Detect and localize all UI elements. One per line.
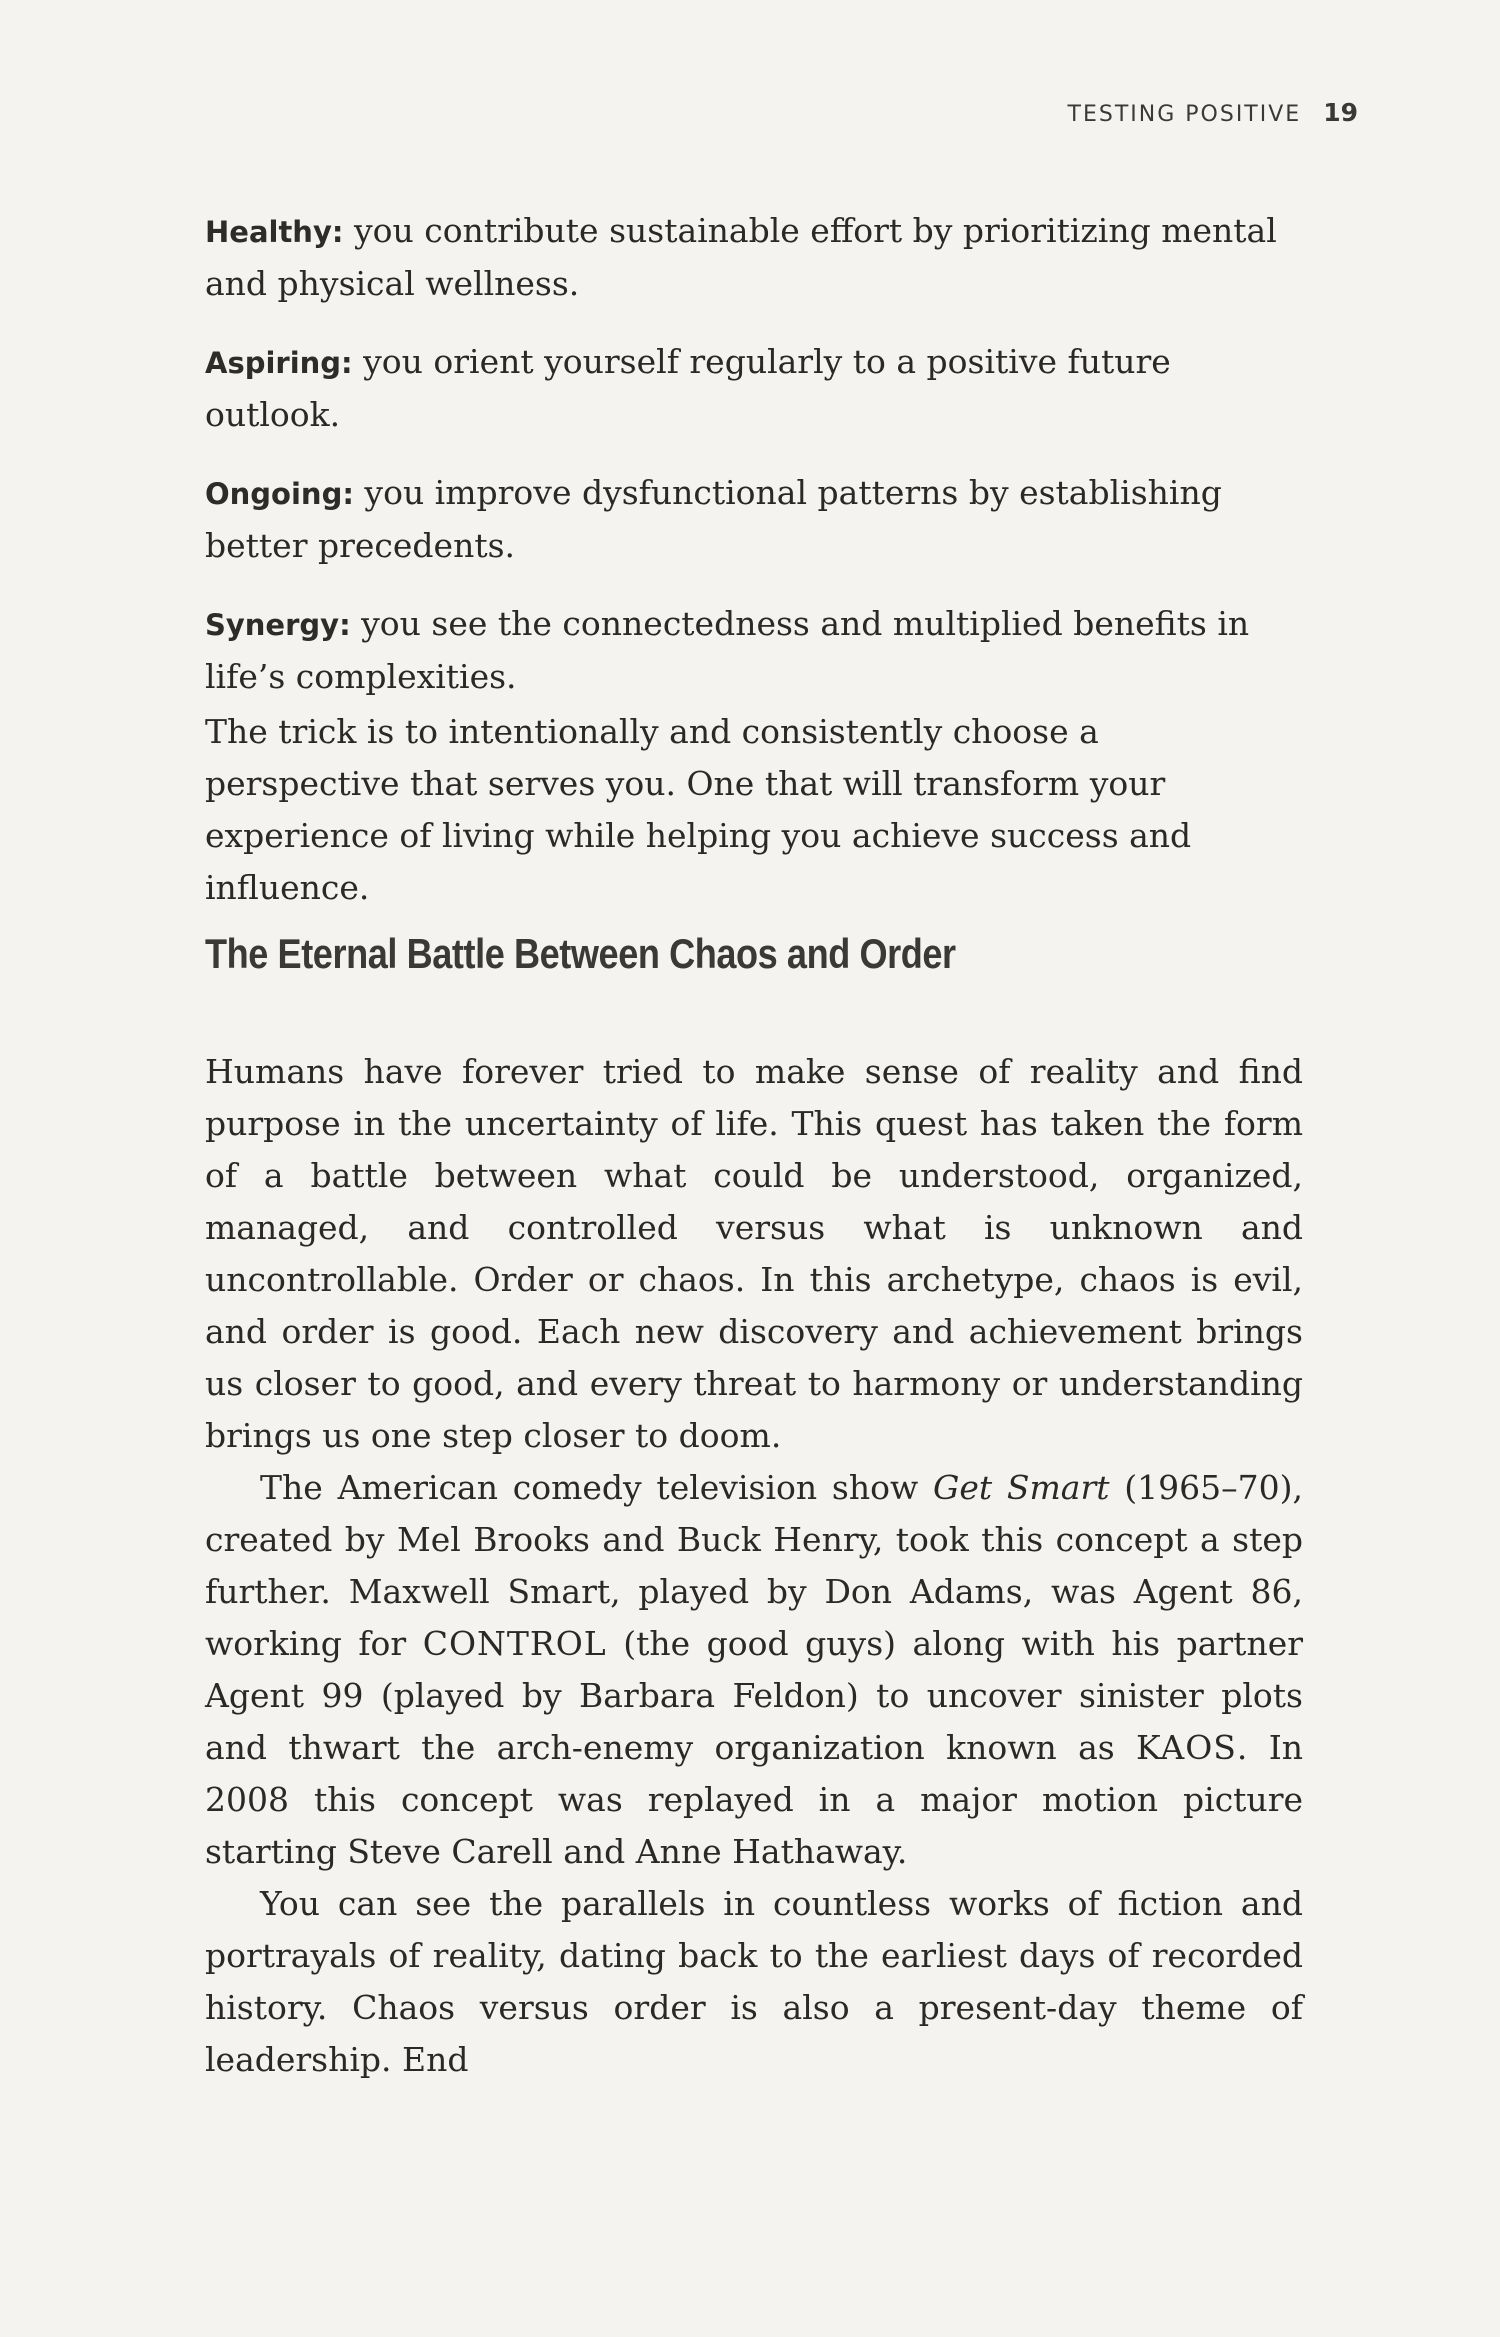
running-head [0,98,1358,127]
definition-list [205,205,1303,729]
definition-item [205,205,1303,310]
paragraph-2-text: . In 2008 this concept was replayed in a major motion picture starting Steve Carell and Anne Hathaway. [205,1728,1303,1871]
definition-text: you orient yourself regularly to a positive future outlook. [205,342,1171,434]
show-title: Get Smart [932,1468,1110,1507]
definition-term: Aspiring: [205,346,353,380]
body-text [205,1046,1303,2086]
section-heading: The Eternal Battle Between Chaos and Order [205,930,956,977]
definition-item [205,598,1303,703]
intro-paragraph: The trick is to intentionally and consistently choose a perspective that serves you. One that will transform your experience of living while helping you achieve success and influence. [205,712,1192,907]
definition-term: Synergy: [205,608,351,642]
definition-text: you see the connectedness and multiplied benefits in life’s complexities. [205,604,1250,696]
definition-text: you improve dysfunctional patterns by establishing better precedents. [205,473,1222,565]
org-control: CONTROL [422,1624,607,1663]
definition-text: you contribute sustainable effort by prioritizing mental and physical wellness. [205,211,1277,303]
definition-term: Healthy: [205,215,344,249]
definition-term: Ongoing: [205,477,354,511]
paragraph-1: Humans have forever tried to make sense of reality and find purpose in the uncertainty of life. This quest has taken the form of a battle between what could be understood, organized, managed, and controlled versus what is unknown and uncontrollable. Order or chaos. In this archetype, chaos is evil, and order is good. Each new discovery and achievement brings us closer to good, and every threat to harmony or understanding brings us one step closer to doom. [205,1052,1303,1455]
page-number: 19 [1323,98,1358,127]
paragraph-3: You can see the parallels in countless works of fiction and portrayals of reality, dating back to the earliest days of recorded history. Chaos versus order is also a present-day theme of leadership. End [205,1884,1303,2079]
paragraph-2-text: (1965–70), created by Mel Brooks and Buck Henry, took this concept a step further. Maxwell Smart, played by Don Adams, was Agent 86, working for [205,1468,1303,1663]
paragraph-2 [205,1462,1303,1878]
definition-item [205,467,1303,572]
paragraph-2-text: (the good guys) along with his partner Agent 99 (played by Barbara Feldon) to uncover sinister plots and thwart the arch-enemy organization known as [205,1624,1304,1767]
org-kaos: KAOS [1136,1728,1237,1767]
definition-item [205,336,1303,441]
paragraph-2-text: The American comedy television show [260,1468,933,1507]
running-head-title: TESTING POSITIVE [1067,102,1302,127]
